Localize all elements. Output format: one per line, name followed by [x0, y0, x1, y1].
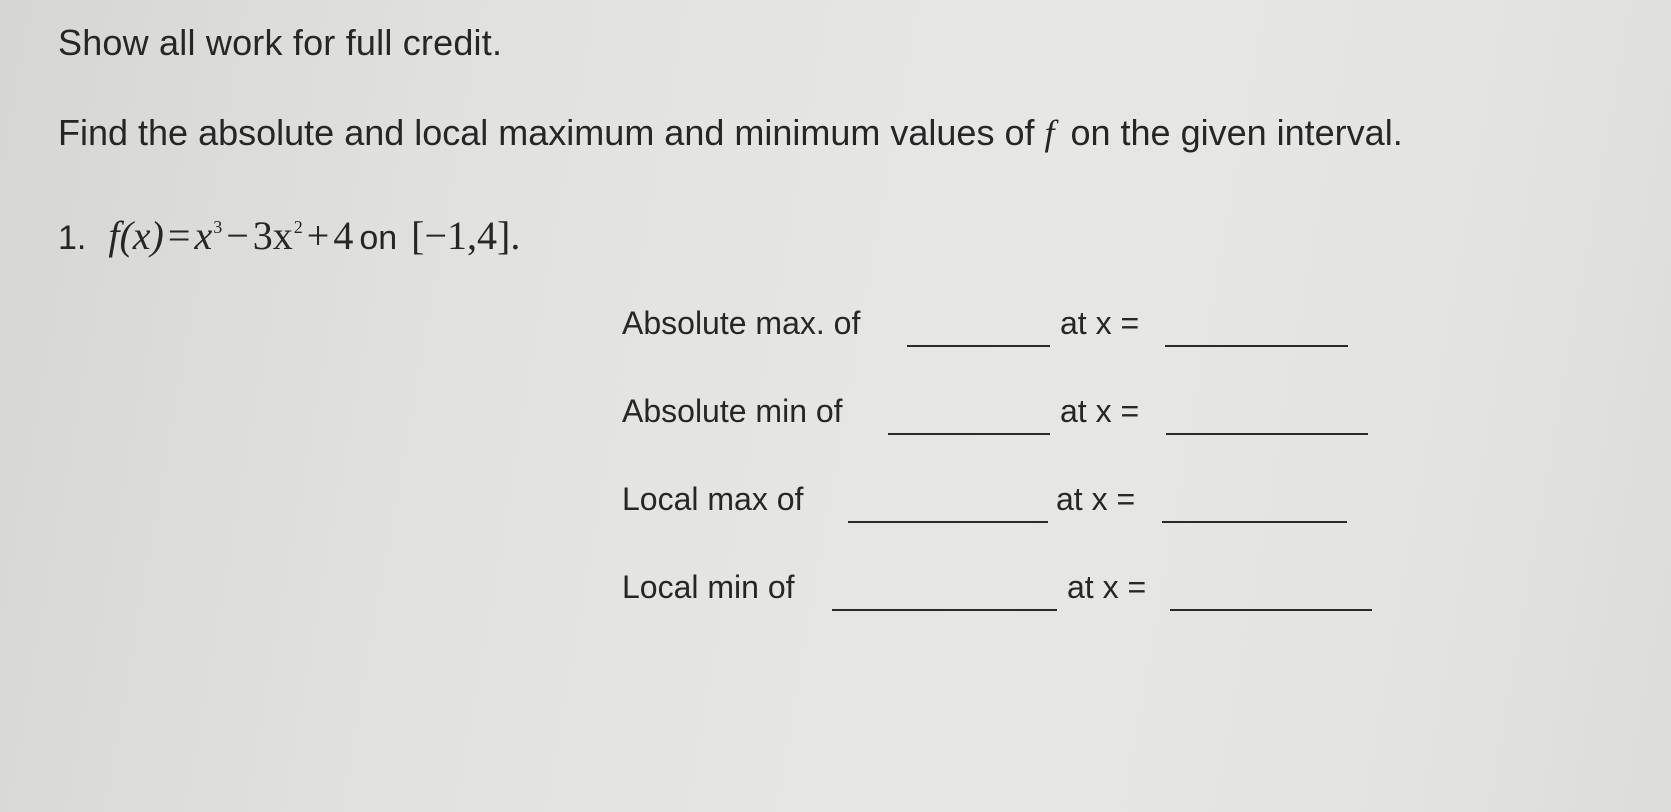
- answer-label: Absolute min of: [622, 393, 843, 429]
- at-x-label: at x =: [1060, 393, 1140, 429]
- value-blank[interactable]: [832, 569, 1057, 611]
- plus-sign: +: [306, 213, 330, 258]
- at-x-label: at x =: [1067, 569, 1147, 605]
- prompt-text-before: Find the absolute and local maximum and minimum values of: [58, 112, 1035, 153]
- x-blank[interactable]: [1170, 569, 1372, 611]
- function-symbol: f: [1044, 113, 1055, 153]
- term-x: x: [194, 213, 213, 258]
- exponent-2: 2: [293, 217, 303, 237]
- problem-prompt: [58, 112, 1403, 154]
- at-x-label: at x =: [1056, 481, 1136, 517]
- equals-sign: =: [167, 213, 191, 258]
- minus-sign: −: [226, 213, 249, 258]
- x-blank[interactable]: [1162, 481, 1347, 523]
- x-blank[interactable]: [1166, 393, 1368, 435]
- answer-label: Absolute max. of: [622, 305, 861, 341]
- term-4: 4: [333, 213, 354, 258]
- function-lhs: f(x): [108, 213, 164, 258]
- interval: [−1,4].: [411, 213, 521, 258]
- x-blank[interactable]: [1165, 305, 1348, 347]
- value-blank[interactable]: [848, 481, 1048, 523]
- value-blank[interactable]: [888, 393, 1050, 435]
- problem-number: 1.: [58, 219, 87, 257]
- answer-label: Local min of: [622, 569, 795, 605]
- term-3x: 3x: [252, 213, 293, 258]
- answer-label: Local max of: [622, 481, 804, 517]
- instructions-heading: Show all work for full credit.: [58, 22, 503, 63]
- connector-on: on: [359, 219, 398, 257]
- problem-1: [58, 212, 520, 259]
- exponent-3: 3: [213, 217, 223, 237]
- function-expression: [108, 212, 353, 259]
- at-x-label: at x =: [1060, 305, 1140, 341]
- value-blank[interactable]: [907, 305, 1050, 347]
- prompt-text-after: on the given interval.: [1070, 112, 1403, 153]
